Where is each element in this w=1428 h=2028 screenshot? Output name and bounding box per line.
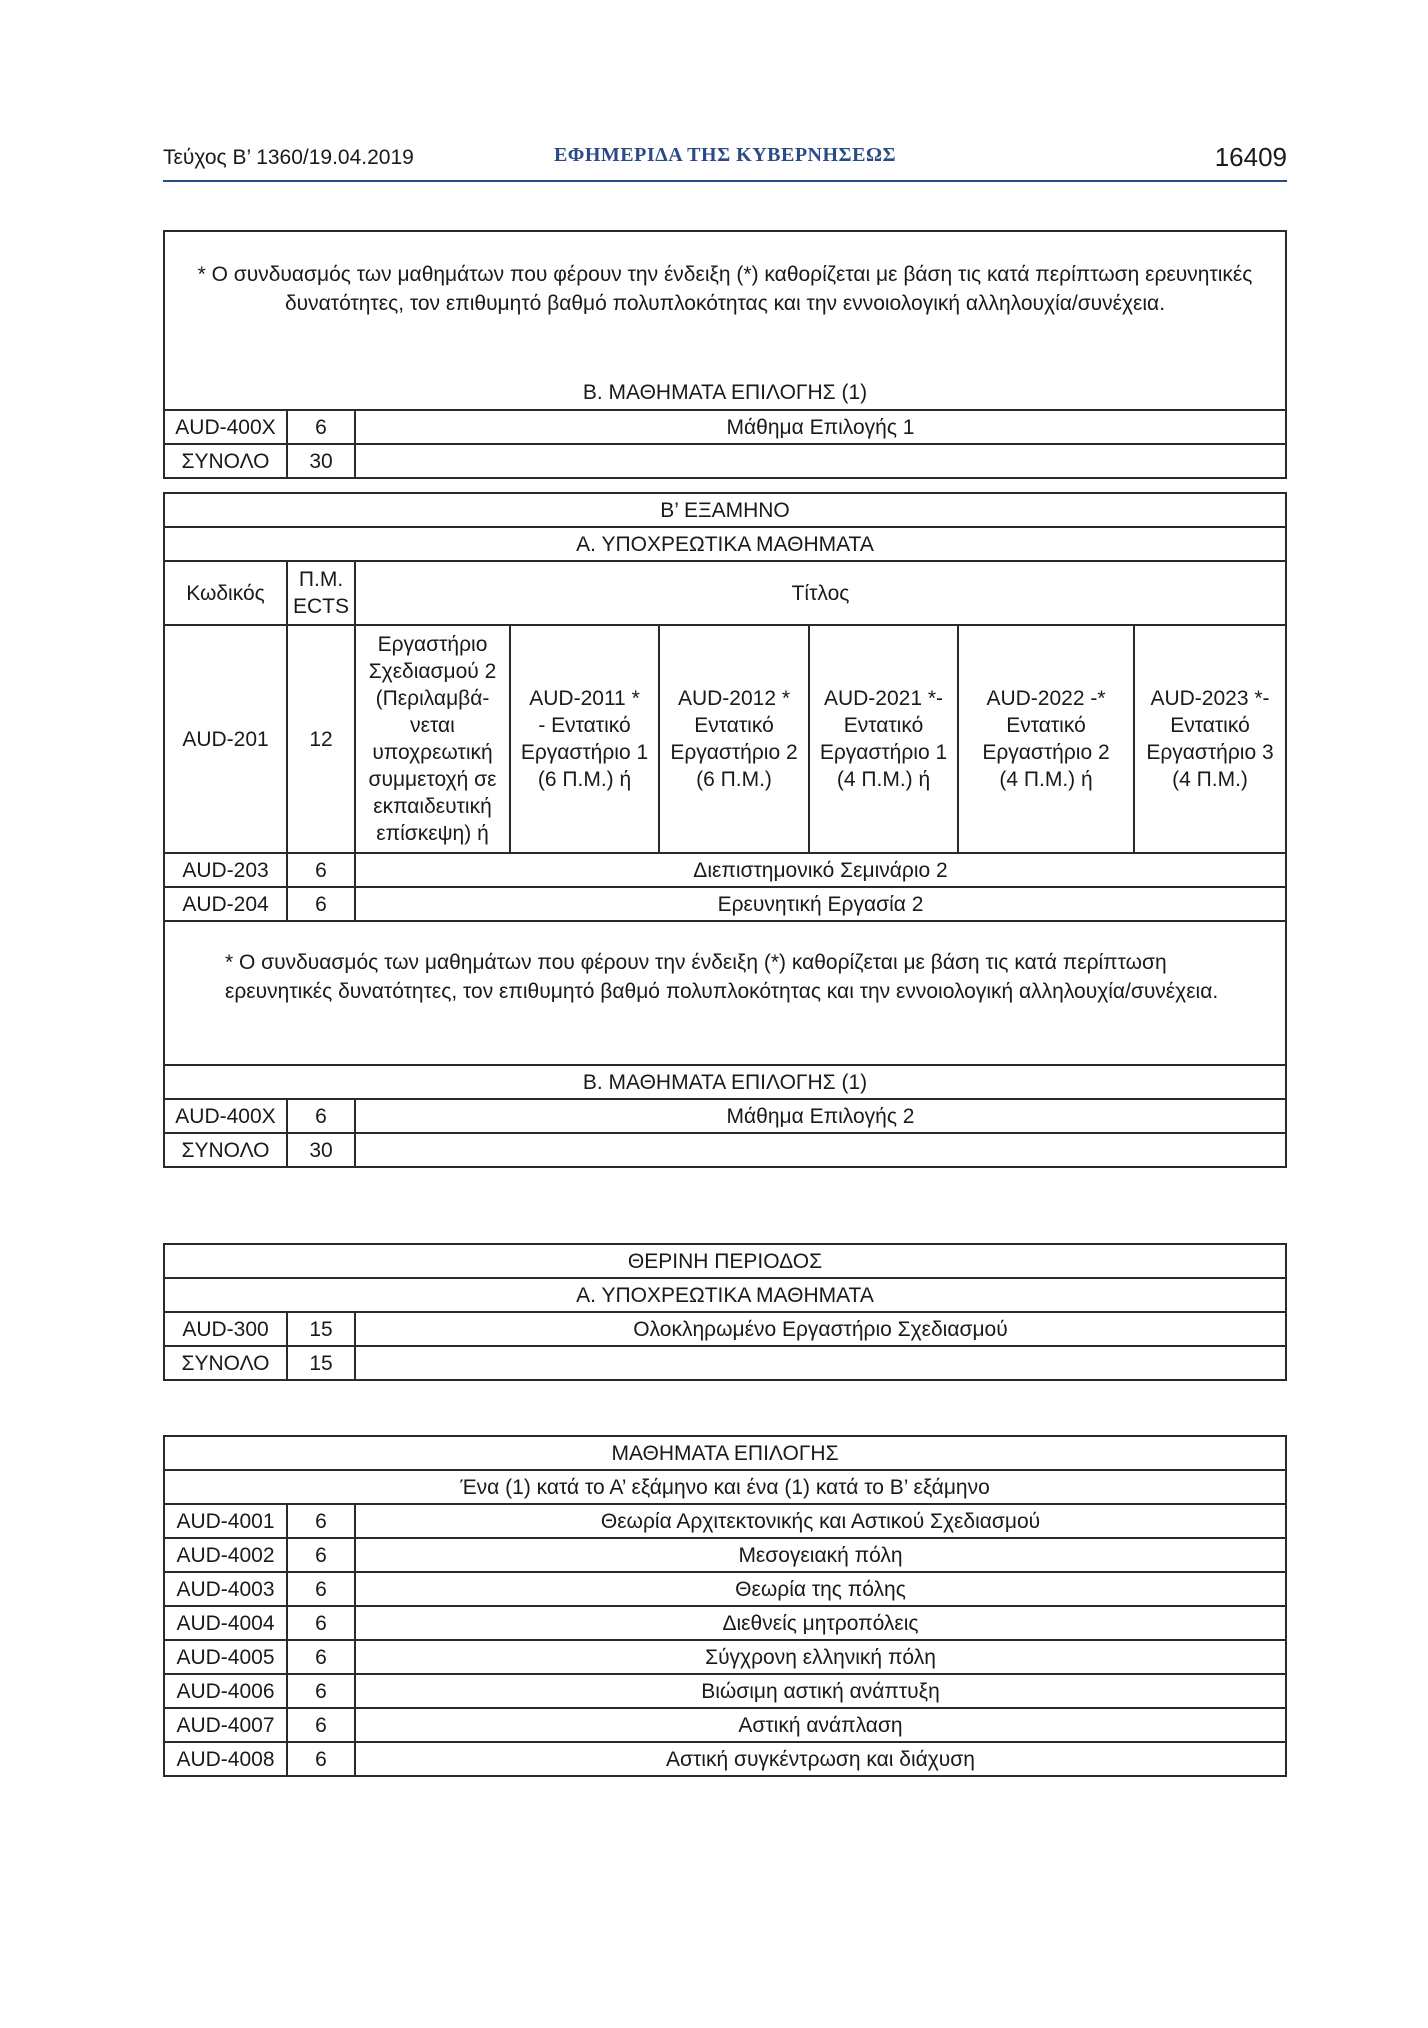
note-row: [164, 921, 1286, 1065]
course-title: Ερευνητική Εργασία 2: [355, 887, 1286, 921]
option-line: Σχεδιασμού 2: [368, 660, 497, 683]
course-title: Θεωρία της πόλης: [355, 1572, 1286, 1606]
course-ects: 6: [287, 853, 355, 887]
course-title: Αστική συγκέντρωση και διάχυση: [355, 1742, 1286, 1776]
electives-heading: ΜΑΘΗΜΑΤΑ ΕΠΙΛΟΓΗΣ: [164, 1436, 1286, 1470]
table-row: [164, 887, 1286, 921]
course-title: Βιώσιμη αστική ανάπτυξη: [355, 1674, 1286, 1708]
table-row: [164, 1606, 1286, 1640]
total-row: [164, 1133, 1286, 1167]
heading-row: [164, 1436, 1286, 1470]
table-row: [164, 1538, 1286, 1572]
course-title: Διεπιστημονικό Σεμινάριο 2: [355, 853, 1286, 887]
course-title: Μάθημα Επιλογής 2: [355, 1099, 1286, 1133]
course-option: [659, 625, 809, 853]
table-row: [164, 625, 1286, 853]
course-code: AUD-4007: [164, 1708, 287, 1742]
course-option: [355, 625, 510, 853]
course-code: AUD-4003: [164, 1572, 287, 1606]
option-line: (Περιλαμβά-: [375, 687, 490, 710]
course-ects: 6: [287, 1674, 355, 1708]
table-row: [164, 853, 1286, 887]
table-row: [164, 1640, 1286, 1674]
option-line: (6 Π.Μ.): [696, 768, 772, 791]
course-ects: 15: [287, 1312, 355, 1346]
table-row: [164, 1572, 1286, 1606]
course-ects: 6: [287, 1572, 355, 1606]
course-title: Ολοκληρωμένο Εργαστήριο Σχεδιασμού: [355, 1312, 1286, 1346]
course-ects: 6: [287, 1538, 355, 1572]
course-code: AUD-300: [164, 1312, 287, 1346]
course-option: [809, 625, 958, 853]
total-label: ΣΥΝΟΛΟ: [164, 1133, 287, 1167]
course-ects: 6: [287, 1606, 355, 1640]
option-line: εκπαιδευτική: [373, 795, 492, 818]
course-code: AUD-4001: [164, 1504, 287, 1538]
option-line: (4 Π.Μ.) ή: [999, 768, 1093, 791]
total-row: [164, 1346, 1286, 1380]
table-row: [164, 1708, 1286, 1742]
column-header-ects-line: Π.Μ.: [298, 568, 344, 591]
course-ects: 12: [287, 625, 355, 853]
course-code: AUD-4008: [164, 1742, 287, 1776]
period-row: [164, 1244, 1286, 1278]
asterisk-note: * Ο συνδυασμός των μαθημάτων που φέρουν την ένδειξη (*) καθορίζεται με βάση τις κατά περίπτωση ερευνητικές δυνατότητες, τον επιθυμητό βαθμό πολυπλοκότητας και την εννοιολογική αλληλουχία/συνέχεια.: [164, 231, 1286, 376]
course-code: AUD-204: [164, 887, 287, 921]
total-label: ΣΥΝΟΛΟ: [164, 1346, 287, 1380]
table-row: [164, 410, 1286, 444]
course-ects: 6: [287, 1708, 355, 1742]
option-line: (4 Π.Μ.) ή: [836, 768, 931, 791]
option-line: Εργαστήριο 2: [982, 741, 1110, 764]
course-code: AUD-400X: [164, 410, 287, 444]
table-row: [164, 1312, 1286, 1346]
course-ects: 6: [287, 410, 355, 444]
asterisk-note: * Ο συνδυασμός των μαθημάτων που φέρουν την ένδειξη (*) καθορίζεται με βάση τις κατά περίπτωση ερευνητικές δυνατότητες, τον επιθυμητό βαθμό πολυπλοκότητας και την εννοιολογική αλληλουχία/συνέχεια.: [164, 921, 1286, 1065]
option-line: νεται: [410, 714, 455, 737]
semester-row: [164, 493, 1286, 527]
course-option: [958, 625, 1134, 853]
course-option: [510, 625, 659, 853]
page-number: 16409: [1214, 142, 1287, 172]
section-title: Β. ΜΑΘΗΜΑΤΑ ΕΠΙΛΟΓΗΣ (1): [164, 1065, 1286, 1099]
course-code: AUD-4002: [164, 1538, 287, 1572]
option-line: Εντατικό: [843, 714, 924, 737]
period-title: ΘΕΡΙΝΗ ΠΕΡΙΟΔΟΣ: [164, 1244, 1286, 1278]
course-ects: 6: [287, 1640, 355, 1674]
page-header: [163, 140, 1287, 182]
table-summer-period: [163, 1243, 1287, 1381]
semester-title: Β’ ΕΞΑΜΗΝΟ: [164, 493, 1286, 527]
column-header-ects: [287, 561, 355, 625]
option-line: (4 Π.Μ.): [1172, 768, 1248, 791]
option-line: Εργαστήριο 1: [819, 741, 948, 764]
course-title: Μεσογειακή πόλη: [355, 1538, 1286, 1572]
option-line: Εντατικό: [1006, 714, 1086, 737]
total-ects: 30: [287, 1133, 355, 1167]
option-line: - Εντατικό: [538, 714, 631, 737]
option-line: AUD-2021 *-: [823, 687, 944, 710]
option-line: Εργαστήριο 2: [670, 741, 798, 764]
option-line: υποχρεωτική: [372, 741, 493, 764]
course-code: AUD-201: [164, 625, 287, 853]
course-option: [1134, 625, 1286, 853]
option-line: Εντατικό: [1170, 714, 1250, 737]
table-row: [164, 1674, 1286, 1708]
column-header-row: [164, 561, 1286, 625]
column-header-title: Τίτλος: [355, 561, 1286, 625]
gazette-title: ΕΦΗΜΕΡΙΔΑ ΤΗΣ ΚΥΒΕΡΝΗΣΕΩΣ: [553, 144, 897, 166]
option-line: Εντατικό: [694, 714, 774, 737]
course-code: AUD-4004: [164, 1606, 287, 1640]
option-line: Εργαστήριο: [377, 633, 488, 656]
course-title: Θεωρία Αρχιτεκτονικής και Αστικού Σχεδιασμού: [355, 1504, 1286, 1538]
total-label: ΣΥΝΟΛΟ: [164, 444, 287, 478]
section-title: Β. ΜΑΘΗΜΑΤΑ ΕΠΙΛΟΓΗΣ (1): [164, 376, 1286, 410]
section-row: [164, 1065, 1286, 1099]
option-line: AUD-2022 -*: [986, 687, 1106, 710]
table-row: [164, 1742, 1286, 1776]
total-row: [164, 444, 1286, 478]
table-semester-b: [163, 492, 1287, 1168]
note-row: [164, 231, 1286, 376]
option-line: AUD-2023 *-: [1150, 687, 1270, 710]
column-header-code: Κωδικός: [164, 561, 287, 625]
electives-subheading: Ένα (1) κατά το Α’ εξάμηνο και ένα (1) κατά το Β’ εξάμηνο: [164, 1470, 1286, 1504]
table-elective-courses: [163, 1435, 1287, 1777]
total-ects: 15: [287, 1346, 355, 1380]
course-ects: 6: [287, 1504, 355, 1538]
option-line: Εργαστήριο 3: [1146, 741, 1274, 764]
course-title: Σύγχρονη ελληνική πόλη: [355, 1640, 1286, 1674]
option-line: συμμετοχή σε: [368, 768, 497, 791]
course-code: AUD-203: [164, 853, 287, 887]
option-line: AUD-2012 *: [677, 687, 791, 710]
course-code: AUD-400X: [164, 1099, 287, 1133]
section-row: [164, 527, 1286, 561]
total-title: [355, 1346, 1286, 1380]
option-line: επίσκεψη) ή: [376, 822, 489, 845]
course-code: AUD-4006: [164, 1674, 287, 1708]
section-row: [164, 1278, 1286, 1312]
option-line: AUD-2011 *: [529, 687, 640, 710]
table-semester-a-end: [163, 230, 1287, 479]
table-row: [164, 1504, 1286, 1538]
option-line: Εργαστήριο 1: [520, 741, 649, 764]
course-title: Μάθημα Επιλογής 1: [355, 410, 1286, 444]
option-line: (6 Π.Μ.) ή: [537, 768, 632, 791]
course-ects: 6: [287, 887, 355, 921]
course-title: Διεθνείς μητροπόλεις: [355, 1606, 1286, 1640]
course-ects: 6: [287, 1099, 355, 1133]
section-title: Α. ΥΠΟΧΡΕΩΤΙΚΑ ΜΑΘΗΜΑΤΑ: [164, 1278, 1286, 1312]
subheading-row: [164, 1470, 1286, 1504]
total-ects: 30: [287, 444, 355, 478]
course-code: AUD-4005: [164, 1640, 287, 1674]
issue-number: Τεύχος Β’ 1360/19.04.2019: [163, 146, 414, 169]
total-title: [355, 444, 1286, 478]
section-title: Α. ΥΠΟΧΡΕΩΤΙΚΑ ΜΑΘΗΜΑΤΑ: [164, 527, 1286, 561]
course-ects: 6: [287, 1742, 355, 1776]
section-row: [164, 376, 1286, 410]
total-title: [355, 1133, 1286, 1167]
column-header-ects-line: ECTS: [292, 595, 349, 618]
table-row: [164, 1099, 1286, 1133]
course-title: Αστική ανάπλαση: [355, 1708, 1286, 1742]
